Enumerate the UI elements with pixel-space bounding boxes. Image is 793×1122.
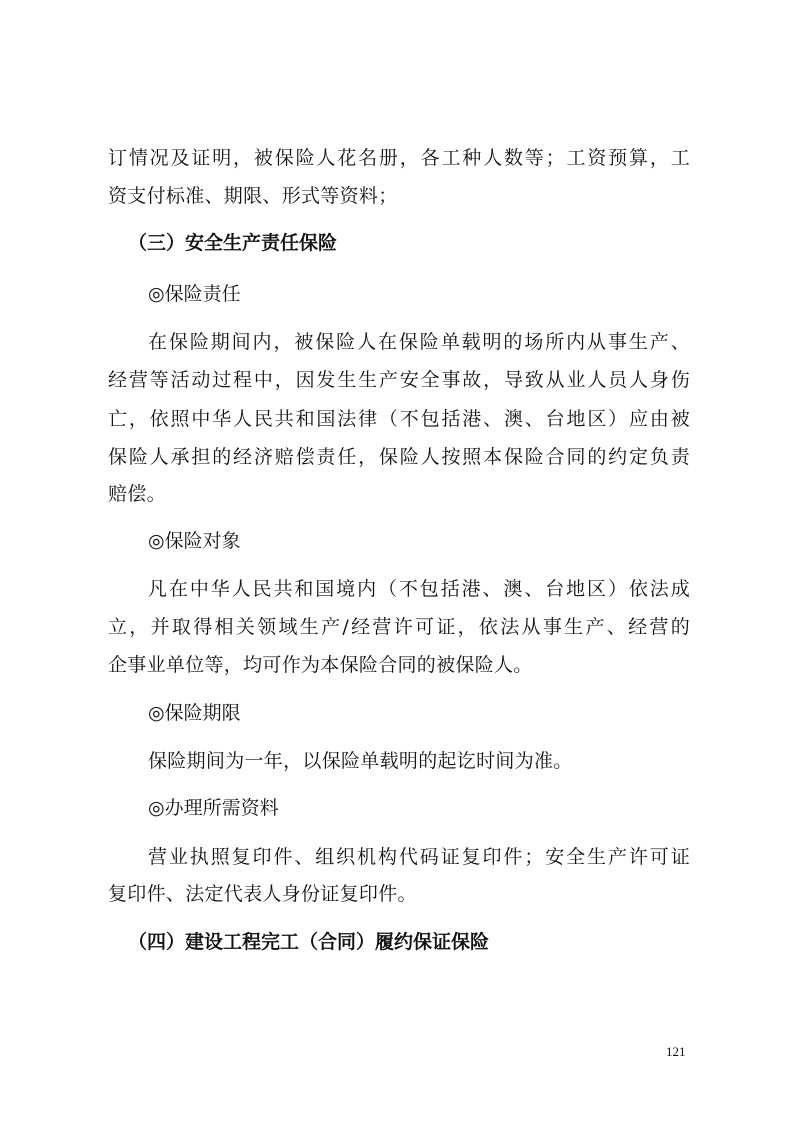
intro-line-1: 订情况及证明，被保险人花名册，各工种人数等；工资预算，工	[108, 147, 690, 169]
liability-line-4: 保险人承担的经济赔偿责任，保险人按照本保险合同的约定负责	[108, 446, 690, 468]
materials-line-2: 复印件、法定代表人身份证复印件。	[108, 883, 417, 905]
materials-line-1: 营业执照复印件、组织机构代码证复印件；安全生产许可证	[148, 846, 690, 868]
liability-line-3: 亡，依照中华人民共和国法律（不包括港、澳、台地区）应由被	[108, 408, 690, 430]
page-number: 121	[666, 1044, 686, 1059]
subhead-object: ◎保险对象	[148, 530, 241, 552]
object-line-2: 立，并取得相关领域生产/经营许可证，依法从事生产、经营的	[108, 616, 690, 638]
object-line-3: 企事业单位等，均可作为本保险合同的被保险人。	[108, 654, 533, 676]
liability-line-1: 在保险期间内，被保险人在保险单载明的场所内从事生产、	[148, 331, 690, 353]
section-heading-4: （四）建设工程完工（合同）履约保证保险	[128, 931, 490, 953]
subhead-period: ◎保险期限	[148, 702, 241, 724]
liability-line-2: 经营等活动过程中，因发生生产安全事故，导致从业人员人身伤	[108, 369, 690, 391]
liability-line-5: 赔偿。	[108, 483, 166, 505]
object-line-1: 凡在中华人民共和国境内（不包括港、澳、台地区）依法成	[148, 578, 690, 600]
subhead-liability: ◎保险责任	[148, 283, 241, 305]
subhead-materials: ◎办理所需资料	[148, 797, 279, 819]
intro-line-2: 资支付标准、期限、形式等资料；	[108, 185, 398, 207]
section-heading-3: （三）安全生产责任保险	[128, 232, 338, 254]
period-line-1: 保险期间为一年，以保险单载明的起讫时间为准。	[148, 750, 573, 772]
